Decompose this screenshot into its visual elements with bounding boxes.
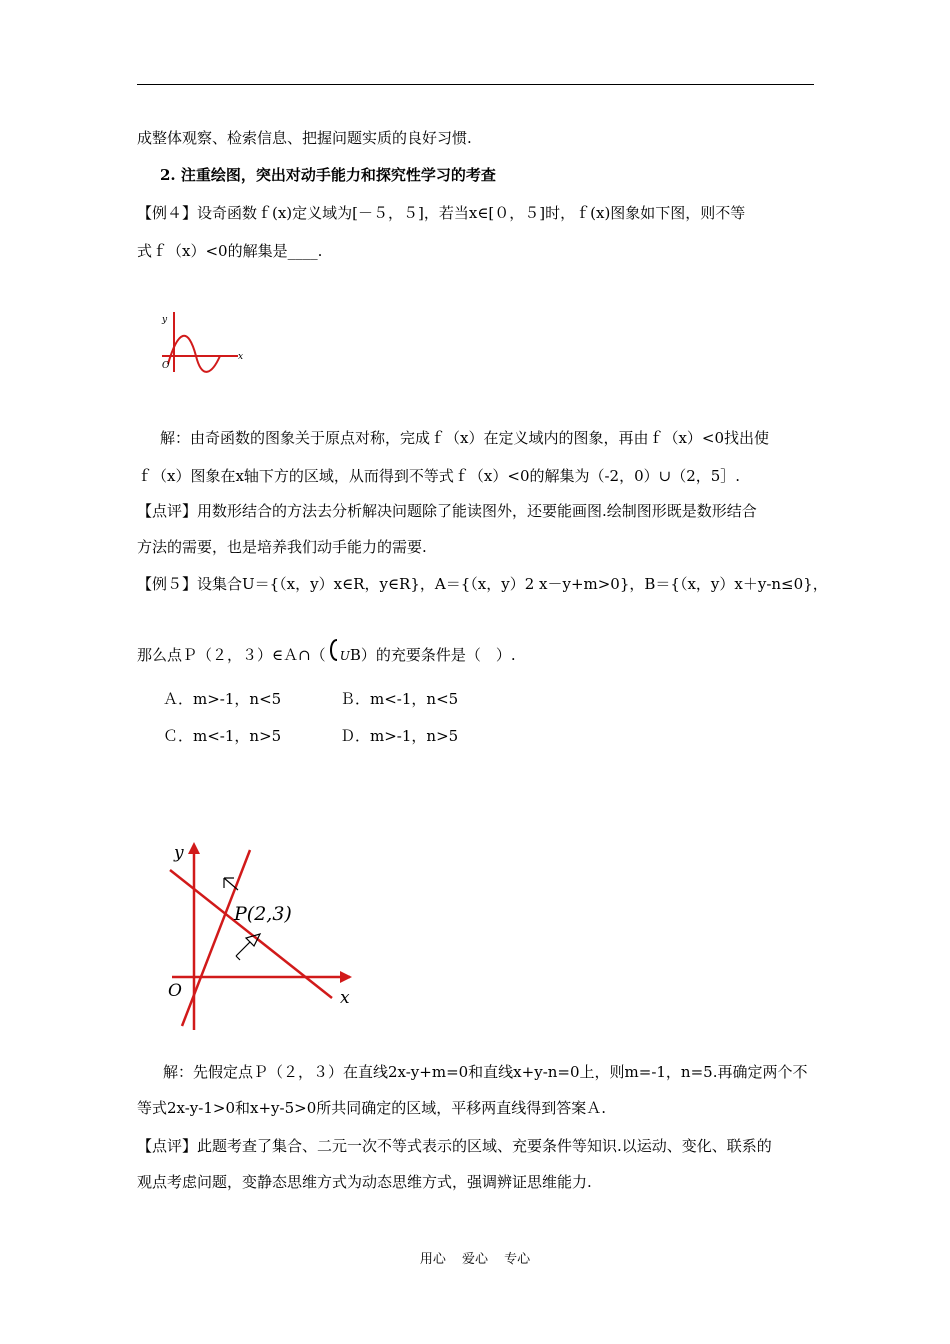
example5-line2 bbox=[137, 638, 516, 666]
comment4-line1: 【点评】用数形结合的方法去分析解决问题除了能读图外，还要能画图.绘制图形既是数形结合 bbox=[137, 502, 757, 520]
option-b: Ｂ．m<-1，n<5 bbox=[340, 690, 459, 708]
solution4-line1: 解：由奇函数的图象关于原点对称，完成ｆ（x）在定义域内的图象，再由ｆ（x）<0找出使 bbox=[160, 429, 770, 447]
footer-text-3: 专心 bbox=[504, 1252, 531, 1267]
example4-line2: 式ｆ（x）<0的解集是____. bbox=[137, 242, 323, 260]
y-axis-label: y bbox=[174, 843, 184, 863]
solution5-line2: 等式2x-y-1>0和x+y-5>0所共同确定的区域，平移两直线得到答案Ａ. bbox=[137, 1099, 607, 1117]
footer-text-2: 爱心 bbox=[461, 1252, 488, 1267]
section-heading: 2. 注重绘图，突出对动手能力和探究性学习的考查 bbox=[160, 166, 496, 184]
point-label: P(2,3) bbox=[234, 903, 292, 925]
option-a: Ａ．m>-1，n<5 bbox=[163, 690, 282, 708]
paragraph-line: 成整体观察、检索信息、把握问题实质的良好习惯. bbox=[137, 129, 472, 147]
example5-line1: 【例５】设集合U＝{（x，y）x∈R，y∈R}，A＝{（x，y）2 x－y+m>0}，B＝{（x，y）x＋y-n≤0}， bbox=[137, 575, 828, 593]
origin-label: O bbox=[162, 361, 170, 371]
example5-line2-end: B）的充要条件是（ ）. bbox=[349, 646, 516, 664]
figure-region-lines bbox=[160, 838, 365, 1038]
footer-text-1: 用心 bbox=[419, 1252, 446, 1267]
y-axis-label: y bbox=[162, 315, 168, 325]
complement-subscript: U bbox=[339, 649, 350, 663]
function-curve bbox=[168, 336, 220, 372]
x-axis-label: x bbox=[340, 988, 350, 1008]
x-axis-label: x bbox=[238, 352, 244, 362]
header-rule bbox=[137, 84, 814, 85]
origin-label: O bbox=[168, 981, 182, 1001]
x-axis-arrowhead bbox=[340, 971, 352, 983]
line-2x-y+m bbox=[182, 850, 250, 1026]
page-footer bbox=[0, 1248, 950, 1267]
solution5-line1: 解：先假定点Ｐ（２，３）在直线2x-y+m=0和直线x+y-n=0上，则m=-1，n=5.再确定两个不 bbox=[163, 1063, 808, 1081]
example4-line1: 【例４】设奇函数ｆ(x)定义域为[－５，５]，若当x∈[０，５]时，ｆ(x)图象如下图，则不等 bbox=[137, 204, 746, 222]
comment4-line2: 方法的需要，也是培养我们动手能力的需要. bbox=[137, 538, 427, 556]
y-axis-arrowhead bbox=[188, 842, 200, 854]
figure-odd-function bbox=[158, 308, 250, 380]
option-c: Ｃ．m<-1，n>5 bbox=[163, 727, 282, 745]
comment5-line2: 观点考虑问题，变静态思维方式为动态思维方式，强调辨证思维能力. bbox=[137, 1173, 592, 1191]
example5-line2-start: 那么点Ｐ（２，３）∈Ａ∩（ bbox=[137, 646, 326, 664]
complement-symbol-icon bbox=[326, 638, 340, 664]
solution4-line2: ｆ（x）图象在x轴下方的区域，从而得到不等式ｆ（x）<0的解集为（-2，0）∪（2，5］. bbox=[137, 467, 741, 485]
option-d: Ｄ．m>-1，n>5 bbox=[340, 727, 459, 745]
comment5-line1: 【点评】此题考查了集合、二元一次不等式表示的区域、充要条件等知识.以运动、变化、联系的 bbox=[137, 1137, 772, 1155]
